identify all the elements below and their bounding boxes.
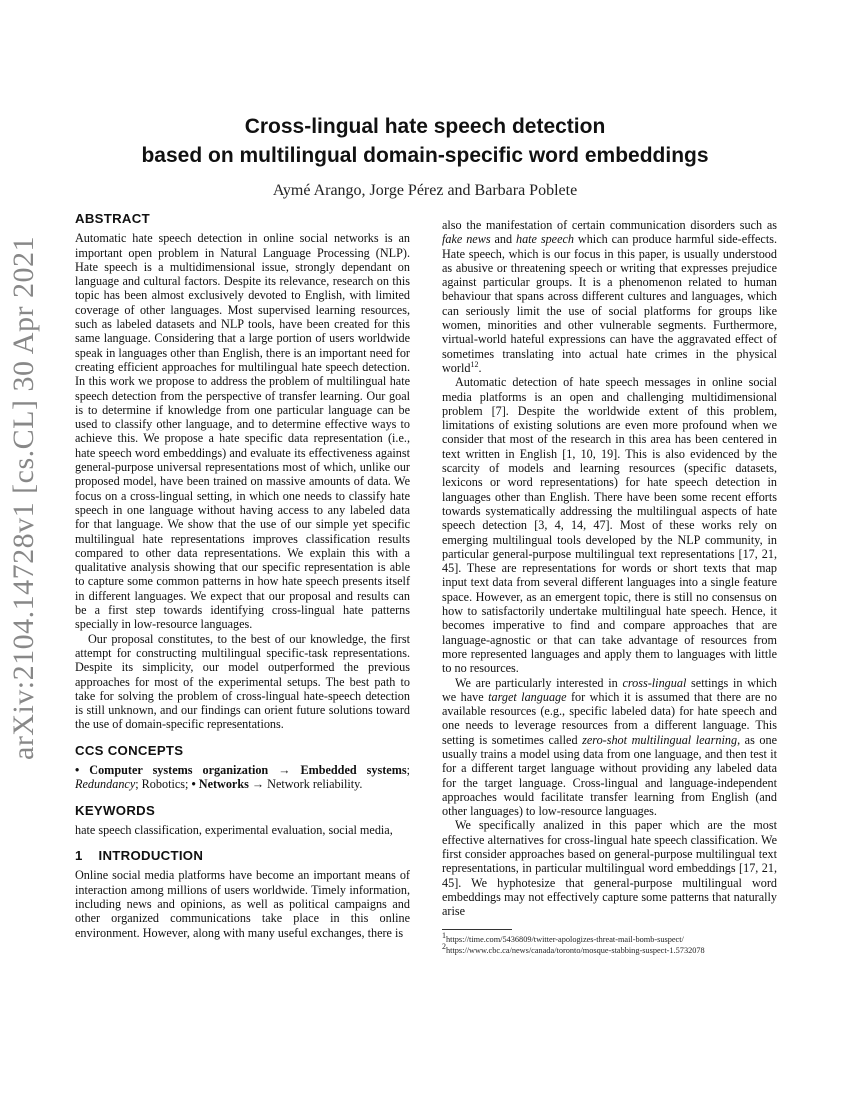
keywords-text: hate speech classification, experimental evaluation, social media, <box>75 822 393 837</box>
footnote-marker[interactable]: 12 <box>470 359 479 369</box>
emphasis-target-language: target language <box>488 689 567 704</box>
title-line-2: based on multilingual domain-specific word embeddings <box>141 144 709 167</box>
emphasis-hate-speech: hate speech <box>515 232 575 247</box>
footnote-2 <box>442 941 777 956</box>
ccs-term-1: • Computer systems organization <box>75 762 269 777</box>
emphasis-cross-lingual: cross-lingual <box>622 675 687 690</box>
text-run: , as one usually trains a model using data from one language, and then test it for a different target language without providing any labeled data for the target language. Cross-lingual and language-independent approaches would facilitate transfer learning from English (and other languages) to low-resource languages. <box>442 732 777 819</box>
text-run: which can produce harmful side-effects. Hate speech, which is our focus in this paper, is usually understood as abusive or threatening speech or writing that expresses prejudice against particular groups. It is a phenomenon related to human behaviour that spans across different cultures and languages, which can seriously limit the use of social platforms for groups like women, minorities and other vulnerable segments. Furthermore, virtual-world hateful expressions can have the aggravated effect of sometimes translating into actual hate crimes in the physical world <box>442 232 777 375</box>
right-paragraph-1 <box>442 218 777 375</box>
text-run: . <box>478 360 482 375</box>
text-run: and <box>490 232 516 247</box>
authors: Aymé Arango, Jorge Pérez and Barbara Poblete <box>272 182 578 199</box>
footnote-link[interactable]: https://time.com/5436809/twitter-apologizes-threat-mail-bomb-suspect/ <box>446 934 684 944</box>
footnote-link[interactable]: https://www.cbc.ca/news/canada/toronto/mosque-stabbing-suspect-1.5732078 <box>446 945 705 955</box>
introduction-heading: 1 INTRODUCTION <box>75 848 204 864</box>
emphasis-zero-shot: zero-shot multilingual learning <box>582 732 738 747</box>
ccs-concepts <box>75 763 410 792</box>
text-run: We are particularly interested in <box>455 675 623 690</box>
abstract-paragraph-1: Automatic hate speech detection in online social networks is an important open problem in Natural Language Processing (NLP). Hate speech is a multidimensional issue, strongly dependant on language and cultural factors. Despite its relevance, research on this topic has been almost exclusively devoted to English, with limited coverage of other languages. Most supervised learning resources, such as labeled datasets and NLP tools, have been created for this same language. Considering that a large portion of users worldwide speak in languages other than English, there is an important need for creating efficient approaches for multilingual hate speech detection. In this work we propose to address the problem of multilingual hate speech detection from the perspective of transfer learning. Our goal is to determine if knowledge from one particular language can be used to classify other language, and to determine effective ways to achieve this. We propose a hate specific data representation (i.e., hate speech word embeddings) and evaluate its effectiveness against general-purpose universal representations most of which, unlike our proposed model, have been trained on massive amounts of data. We focus on a cross-lingual setting, in which one needs to classify hate speech in one language without having access to any labeled data for that language. We show that the use of our simple yet specific multilingual hate representations improves classification results compared to other data representations. We explain this with a qualitative analysis showing that our specific representation is able to capture some common patterns in how hate speech presents itself in different languages. We expect that our proposal and results can be a first step towards identifying cross-lingual hate patterns specially in low-resource languages. <box>75 231 410 632</box>
ccs-sep-1: ; <box>406 762 411 777</box>
right-column <box>442 218 777 956</box>
left-column <box>75 212 410 940</box>
abstract-paragraph-2: Our proposal constitutes, to the best of our knowledge, the first attempt for constructing multilingual specific-task representations. Despite its simplicity, our model outperformed the previous approaches for most of the experimental setups. The best path to take for solving the problem of cross-lingual hate-speech detection is still unknown, and our findings can orient future solutions toward the use of domain-specific representations. <box>75 631 410 732</box>
right-paragraph-4: We specifically analized in this paper which are the most effective alternatives for cross-lingual hate speech classification. We first consider approaches based on general-purpose multilingual text representations, in particular multilingual word embeddings [17, 21, 45]. We hyphotesize that general-purpose multilingual word embeddings may not effectively capture some patterns that naturally arise <box>442 818 777 919</box>
right-paragraph-2: Automatic detection of hate speech messages in online social media platforms is an open and challenging multidimensional problem [7]. Despite the worldwide extent of this problem, limitations of existing solutions are even more profound when we consider that most of the research in this area has been centered in text written in English [1, 10, 19]. This is also evidenced by the scarcity of models and learning resources (specific datasets, lexicons or word representations) for hate speech detection in languages other than English. There have been some recent efforts towards systematically addressing the multilingual aspects of hate speech detection [3, 4, 14, 47]. Most of these works rely on emerging multilingual tools developed by the NLP community, in particular general-purpose multilingual text representations [17, 21, 45]. These are representations for words or short texts that map input text data from several different languages into a single feature space. However, as an emergent topic, there is still no consensus on how to satisfactorily undertake multilingual hate speech. Hence, it becomes imperative to find and compare approaches that are language-agnostic or that can take advantage of resources from more represented languages and apply them to languages with little to no resources. <box>442 375 777 676</box>
abstract-heading: ABSTRACT <box>75 211 150 226</box>
arxiv-identifier: arXiv:2104.14728v1 [cs.CL] 30 Apr 2021 <box>7 236 40 760</box>
paper-title <box>0 112 850 170</box>
keywords-heading: KEYWORDS <box>75 802 156 818</box>
text-run: also the manifestation of certain communication disorders such as <box>442 218 777 232</box>
ccs-term-5: → Network reliability. <box>248 777 363 792</box>
ccs-term-3: Redundancy <box>75 777 136 792</box>
text-run: settings in which we have <box>442 675 777 704</box>
ccs-term-2: Embedded systems <box>300 762 407 777</box>
footnote-number: 2 <box>442 941 446 951</box>
ccs-arrow: → <box>268 762 301 777</box>
ccs-term-4: • Networks <box>191 777 249 792</box>
footnote-number: 1 <box>442 930 446 940</box>
text-run: for which it is assumed that there are no available resources (e.g., specific labeled data) for hate speech and one needs to leverage resources from a different language. This setting is sometimes called <box>442 689 777 747</box>
title-line-1: Cross-lingual hate speech detection <box>244 115 606 138</box>
ccs-sep-2: ; Robotics; <box>135 777 192 792</box>
introduction-paragraph-1: Online social media platforms have become an important means of interaction among millions of users worldwide. Timely information, including news and opinions, as well as political campaigns and other organized communications take place in this online environment. However, along with many useful exchanges, there is <box>75 868 410 940</box>
footnote-1 <box>442 930 777 945</box>
footnote-divider <box>442 929 512 930</box>
emphasis-fake-news: fake news <box>442 232 491 247</box>
right-paragraph-3 <box>442 676 777 819</box>
ccs-heading: CCS CONCEPTS <box>75 742 184 758</box>
